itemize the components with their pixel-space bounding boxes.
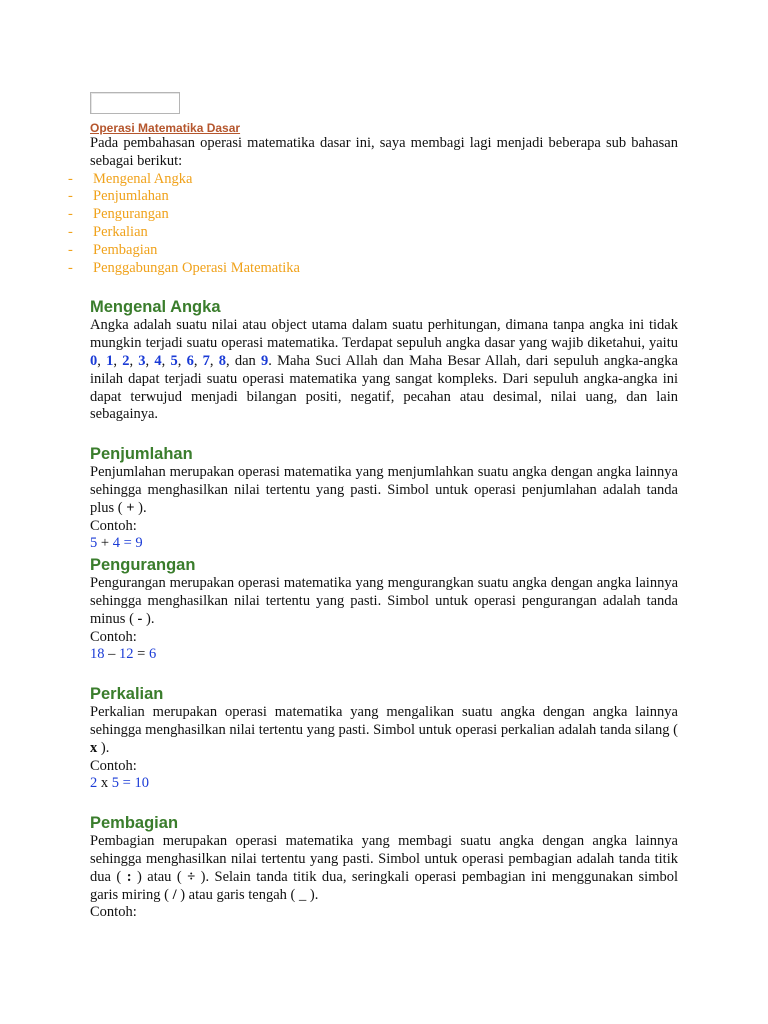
pembagian-paragraph [90, 833, 678, 904]
perkalian-example [90, 775, 678, 793]
toc-label: Penggabungan Operasi Matematika [93, 259, 300, 276]
contoh-label: Contoh: [90, 517, 137, 534]
intro-paragraph: Pada pembahasan operasi matematika dasar ini, saya membagi lagi menjadi beberapa sub bahasan sebagai berikut: [90, 135, 678, 169]
digit: 4 [154, 352, 162, 369]
colon-symbol: : [126, 868, 132, 885]
digit: 2 [122, 352, 130, 369]
penjumlahan-example [90, 535, 678, 553]
toc-label: Mengenal Angka [93, 170, 193, 187]
penjumlahan-paragraph [90, 464, 678, 517]
digit: 3 [138, 352, 146, 369]
heading-pembagian: Pembagian [90, 814, 179, 833]
perkalian-text-b: ). [97, 739, 110, 756]
digit: 0 [90, 352, 98, 369]
toc-label: Penjumlahan [93, 188, 169, 205]
divide-symbol: ÷ [187, 868, 196, 885]
example-result: 10 [134, 775, 149, 792]
pengurangan-paragraph [90, 575, 678, 628]
list-dash: - [68, 259, 73, 276]
toc-item-penjumlahan[interactable] [68, 188, 678, 206]
example-operand: 5 [90, 535, 98, 552]
example-operand: 5 [111, 775, 119, 792]
list-dash: - [68, 241, 73, 258]
example-operand: 4 [112, 535, 120, 552]
example-operand: 2 [90, 775, 98, 792]
mengenal-text-a: Angka adalah suatu nilai atau object utama dalam suatu perhitungan, dimana tanpa angka ini tidak mungkin terjadi suatu operasi matematika. Terdapat sepuluh angka dasar yang wajib diketahui, yaitu [90, 317, 678, 352]
heading-mengenal-angka: Mengenal Angka [90, 298, 221, 317]
pembagian-text-b: ) atau ( [131, 868, 188, 885]
pembagian-text-d: ) atau garis tengah ( _ ). [176, 886, 319, 903]
toc-item-pembagian[interactable] [68, 241, 678, 260]
table-of-contents [68, 170, 678, 278]
example-operator: – [104, 646, 119, 663]
pengurangan-example [90, 646, 678, 664]
example-equals: = [119, 535, 136, 552]
list-dash: - [68, 188, 73, 205]
toc-label: Pembagian [93, 241, 158, 258]
example-result: 6 [148, 646, 157, 663]
example-result: 9 [135, 535, 143, 552]
example-operand: 18 [90, 646, 105, 663]
list-dash: - [68, 206, 73, 223]
empty-frame-box [90, 92, 180, 114]
pengurangan-text-b: ). [142, 610, 155, 627]
perkalian-text-a: Perkalian merupakan operasi matematika yang mengalikan suatu angka dengan angka lainnya sehingga menghasilkan nilai tertentu yang pasti. Simbol untuk operasi perkalian adalah tanda silang ( [90, 704, 678, 738]
digit: 1 [106, 352, 114, 369]
digit: 7 [202, 352, 210, 369]
times-symbol: x [90, 739, 98, 756]
mengenal-text-b: . Maha Suci Allah dan Maha Besar Allah, dari sepuluh angka-angka inilah dapat terjadi suatu operasi matematika yang sangat kompleks. Dari sepuluh angka-angka ini dapat terwujud menjadi bilangan positi, negatif, pecahan atau desimal, nilai uang, dan lain sebagainya. [90, 352, 678, 423]
example-operator: x [97, 775, 112, 792]
example-operator: + [97, 535, 113, 552]
toc-item-pengurangan[interactable] [68, 206, 678, 224]
digit: 5 [170, 352, 178, 369]
toc-item-mengenal-angka[interactable] [68, 170, 678, 189]
pengurangan-text-a: Pengurangan merupakan operasi matematika yang mengurangkan suatu angka dengan angka lainnya sehingga menghasilkan nilai tertentu yang pasti. Simbol untuk operasi pengurangan adalah tanda minus ( [90, 575, 678, 627]
contoh-label: Contoh: [90, 757, 137, 774]
mengenal-angka-paragraph: Angka adalah suatu nilai atau object utama dalam suatu perhitungan, dimana tanpa angka ini tidak mungkin terjadi suatu operasi matematika. Terdapat sepuluh angka dasar yang wajib diketahui, yaitu 0, 1, 2, 3, 4, 5, 6, 7, 8, dan 9. Maha Suci Allah dan Maha Besar Allah, dari sepuluh angka-angka inilah dapat terjadi suatu operasi matematika yang sangat kompleks. Dari sepuluh angka-angka ini dapat terwujud menjadi bilangan positi, negatif, pecahan atau desimal, nilai uang, dan lain sebagainya. [90, 317, 678, 423]
penjumlahan-text-b: ). [134, 499, 147, 516]
pembagian-text-a: Pembagian merupakan operasi matematika yang membagi suatu angka dengan angka lainnya sehingga menghasilkan nilai tertentu yang pasti. Simbol untuk operasi pembagian adalah tanda titik dua ( [90, 833, 678, 885]
toc-item-perkalian[interactable] [68, 223, 678, 242]
toc-label: Perkalian [93, 223, 148, 240]
slash-symbol: / [172, 886, 177, 903]
list-dash: - [68, 223, 73, 240]
toc-label: Pengurangan [93, 206, 169, 223]
contoh-label: Contoh: [90, 904, 137, 921]
heading-perkalian: Perkalian [90, 685, 164, 704]
contoh-label: Contoh: [90, 628, 137, 645]
document-title[interactable]: Operasi Matematika Dasar [90, 121, 241, 135]
example-equals: = [119, 775, 135, 792]
document-page [68, 92, 679, 922]
heading-pengurangan: Pengurangan [90, 556, 196, 575]
heading-penjumlahan: Penjumlahan [90, 445, 193, 464]
example-operand: 12 [119, 646, 134, 663]
plus-symbol: + [126, 499, 135, 516]
digit: 8 [218, 352, 226, 369]
perkalian-paragraph [90, 704, 678, 757]
pembagian-text-c: ). Selain tanda titik dua, seringkali operasi pembagian ini menggunakan simbol garis miring ( [90, 868, 679, 903]
minus-symbol: - [137, 610, 143, 627]
and-word: , dan [226, 352, 261, 369]
digit: 9 [261, 352, 269, 369]
digit: 6 [186, 352, 194, 369]
list-dash: - [68, 170, 73, 187]
example-equals: = [133, 646, 149, 663]
toc-item-penggabungan[interactable] [68, 259, 678, 278]
penjumlahan-text-a: Penjumlahan merupakan operasi matematika yang menjumlahkan suatu angka dengan angka lainnya sehingga menghasilkan nilai tertentu yang pasti. Simbol untuk operasi penjumlahan adalah tanda plus ( [90, 464, 678, 516]
